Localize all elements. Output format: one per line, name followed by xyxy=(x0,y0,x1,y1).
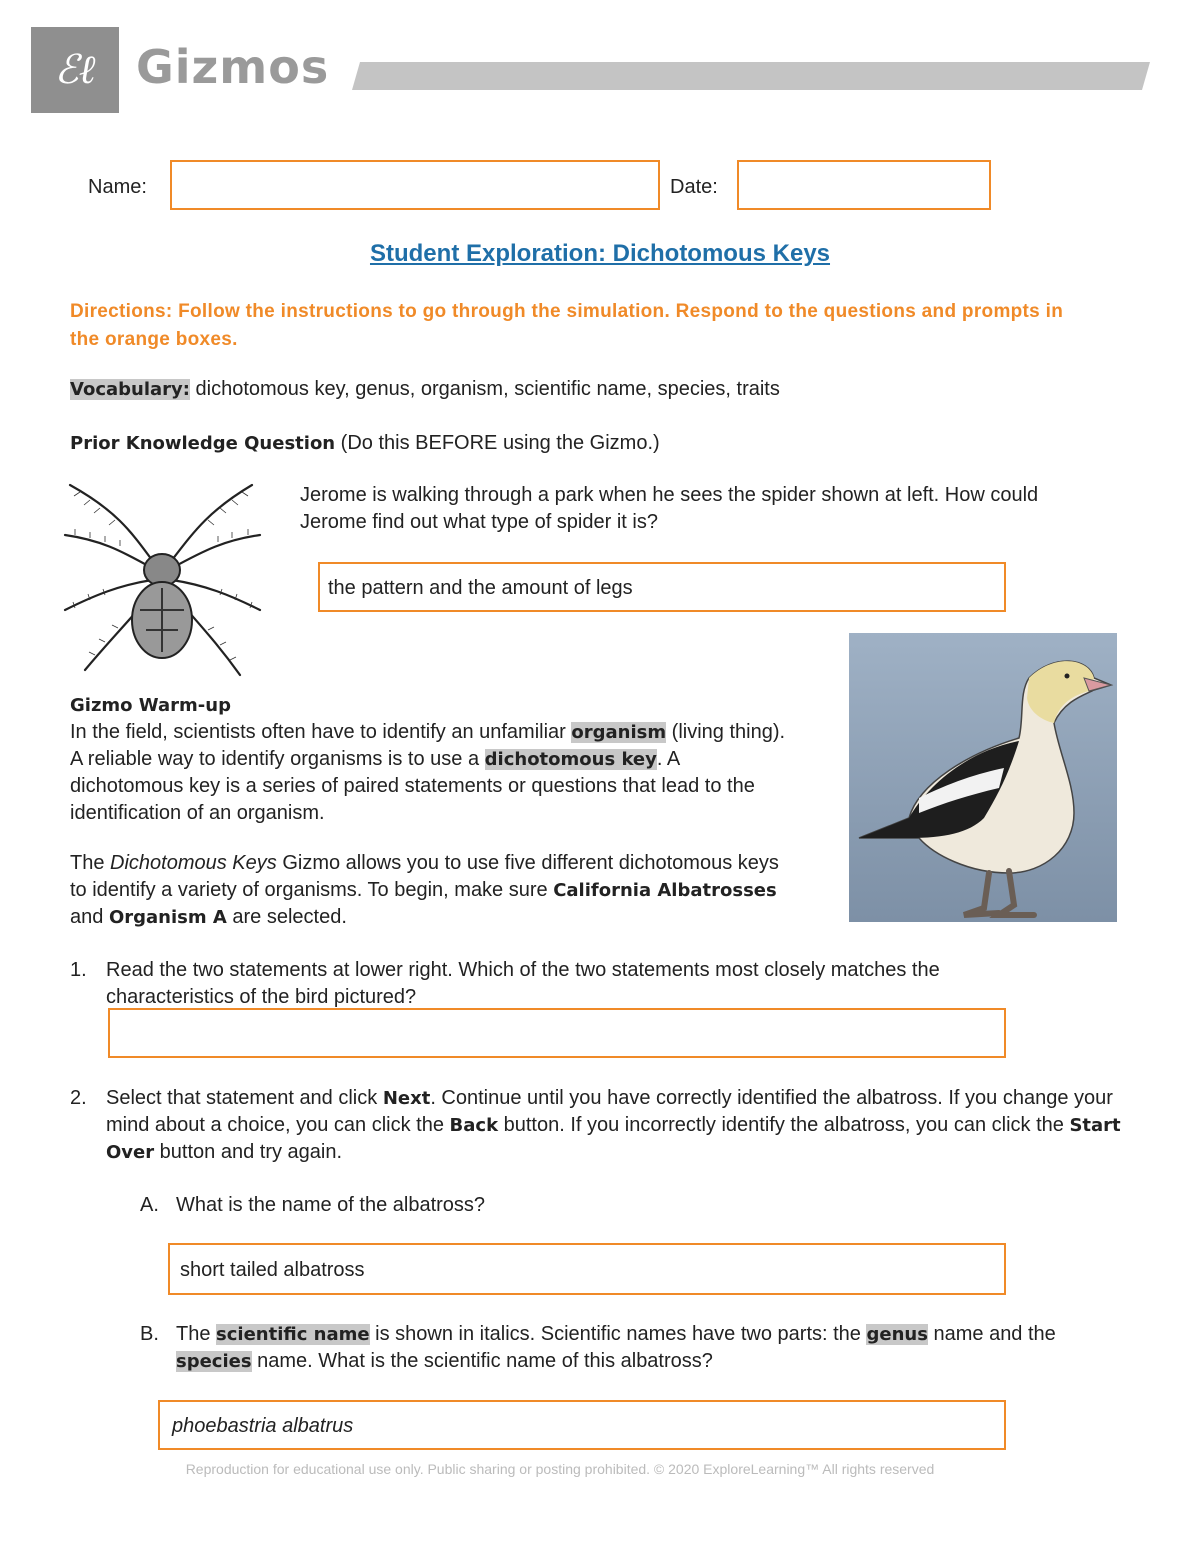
warmup-heading: Gizmo Warm-up xyxy=(70,695,231,716)
term-scientific-name: scientific name xyxy=(216,1324,370,1345)
term-species: species xyxy=(176,1351,252,1372)
qB-letter: B. xyxy=(140,1323,159,1345)
q1-number: 1. xyxy=(70,959,87,981)
term-dichotomous-key: dichotomous key xyxy=(484,749,657,770)
vocabulary-label: Vocabulary: xyxy=(70,379,190,400)
qA-letter: A. xyxy=(140,1194,159,1216)
gizmos-brand: Gizmos xyxy=(136,40,330,94)
qA-answer-box[interactable] xyxy=(168,1243,1006,1295)
albatross-image xyxy=(849,633,1117,922)
qB-answer: phoebastria albatrus xyxy=(172,1415,354,1437)
header-bar xyxy=(352,62,1150,90)
explorelearning-logo: ℰℓ xyxy=(31,27,119,113)
prior-knowledge-heading-line xyxy=(70,430,1120,457)
name-label: Name: xyxy=(88,176,147,198)
spider-image xyxy=(60,480,265,680)
prior-knowledge-question: Jerome is walking through a park when he sees the spider shown at left. How could Jerome find out what type of spider it is? xyxy=(300,484,1039,533)
name-field[interactable] xyxy=(170,160,660,210)
prior-knowledge-heading: Prior Knowledge Question xyxy=(70,433,336,454)
term-genus: genus xyxy=(866,1324,928,1345)
vocabulary-line xyxy=(70,376,1120,403)
q1-answer-box[interactable] xyxy=(108,1008,1006,1058)
qB-text: The scientific name is shown in italics. Scientific names have two parts: the genus name and the species name. What is the scientific name of this albatross? xyxy=(176,1323,1056,1372)
prior-knowledge-answer: the pattern and the amount of legs xyxy=(328,577,633,599)
warmup-paragraph-1: In the field, scientists often have to identify an unfamiliar organism (living thing). A reliable way to identify organisms is to use a dichotomous key. A dichotomous key is a series of paired statements or questions that lead to the identification of an organism. xyxy=(70,721,786,824)
prior-knowledge-note: (Do this BEFORE using the Gizmo.) xyxy=(335,432,660,454)
footer-copyright: Reproduction for educational use only. Public sharing or posting prohibited. © 2020 ExploreLearning™ All rights reserved xyxy=(185,1461,935,1477)
prior-knowledge-answer-box[interactable] xyxy=(318,562,1006,612)
q2-text: Select that statement and click Next. Continue until you have correctly identified the albatross. If you change your mind about a choice, you can click the Back button. If you incorrectly identify the albatross, you can click the Start Over button and try again. xyxy=(106,1087,1121,1163)
term-organism: organism xyxy=(571,722,667,743)
qB-answer-box[interactable] xyxy=(158,1400,1006,1450)
vocabulary-terms: dichotomous key, genus, organism, scientific name, species, traits xyxy=(189,378,780,400)
directions-text: Directions: Follow the instructions to go through the simulation. Respond to the questions and prompts in the orange boxes. xyxy=(70,301,1064,350)
page-title: Student Exploration: Dichotomous Keys xyxy=(369,240,831,267)
warmup-paragraph-2: The Dichotomous Keys Gizmo allows you to use five different dichotomous keys to identify a variety of organisms. To begin, make sure California Albatrosses and Organism A are selected. xyxy=(70,852,779,928)
date-field[interactable] xyxy=(737,160,991,210)
q1-text: Read the two statements at lower right. Which of the two statements most closely matches the characteristics of the bird pictured? xyxy=(106,959,940,1008)
q2-number: 2. xyxy=(70,1087,87,1109)
date-label: Date: xyxy=(670,176,718,198)
qA-text: What is the name of the albatross? xyxy=(176,1194,486,1216)
qA-answer: short tailed albatross xyxy=(180,1259,365,1281)
